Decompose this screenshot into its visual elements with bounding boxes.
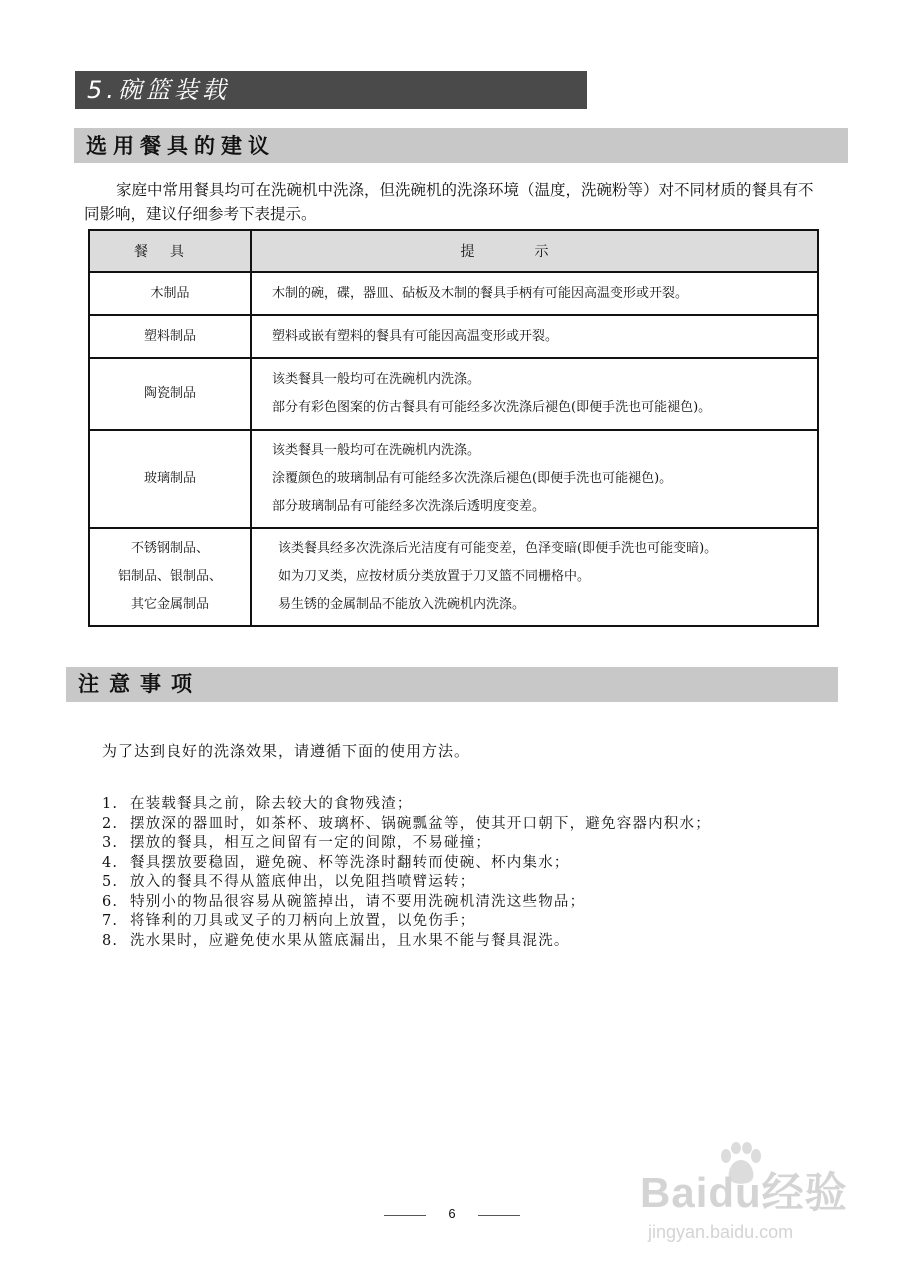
item-line: 铝制品、银制品、 — [117, 569, 222, 584]
row-tips — [251, 315, 818, 358]
row-tips — [251, 430, 818, 528]
step-text: 放入的餐具不得从篮底伸出，以免阻挡喷臂运转； — [130, 874, 476, 890]
row-tips — [251, 358, 818, 430]
footer-rule-left — [384, 1215, 426, 1216]
step-text: 洗水果时，应避免使水果从篮底漏出，且水果不能与餐具混洗。 — [130, 932, 570, 949]
tip-line: 木制的碗，碟，器皿、砧板及木制的餐具手柄有可能因高温变形或开裂。 — [272, 285, 689, 301]
header-item: 餐具 — [89, 230, 251, 272]
row-item — [89, 528, 251, 626]
heading-tableware-advice: 选用餐具的建议 — [74, 128, 848, 163]
tip-line: 部分有彩色图案的仿古餐具有可能经多次洗涤后褪色(即便手洗也可能褪色)。 — [272, 400, 712, 415]
tip-line: 易生锈的金属制品不能放入洗碗机内洗涤。 — [278, 597, 526, 612]
list-item — [102, 893, 822, 913]
tip-line: 涂覆颜色的玻璃制品有可能经多次洗涤后褪色(即便手洗也可能褪色)。 — [272, 471, 673, 486]
tableware-tips-table — [88, 229, 819, 627]
step-text: 餐具摆放要稳固，避免碗、杯等洗涤时翻转而使碗、杯内集水； — [130, 854, 570, 871]
steps-list — [102, 795, 822, 951]
header-tip: 提示 — [251, 230, 818, 272]
footer-rule-right — [478, 1215, 520, 1216]
list-item — [102, 912, 822, 932]
row-item: 玻璃制品 — [89, 430, 251, 528]
step-text: 特别小的物品很容易从碗篮掉出，请不要用洗碗机清洗这些物品； — [130, 893, 586, 910]
table-row — [89, 430, 818, 528]
usage-note: 为了达到良好的洗涤效果，请遵循下面的使用方法。 — [102, 742, 471, 760]
row-item: 木制品 — [89, 272, 251, 315]
row-item: 陶瓷制品 — [89, 358, 251, 430]
step-number: 7. — [102, 913, 119, 929]
item-line: 不锈钢制品、 — [130, 541, 209, 556]
step-number: 5. — [102, 874, 119, 890]
tip-line: 该类餐具一般均可在洗碗机内洗涤。 — [272, 443, 481, 458]
list-item — [102, 854, 822, 874]
item-line: 其它金属制品 — [130, 597, 209, 612]
watermark-logo: Baidu经验 — [640, 1169, 848, 1216]
baidu-watermark — [640, 1150, 870, 1260]
step-number: 1. — [102, 796, 119, 812]
watermark-url: jingyan.baidu.com — [648, 1222, 794, 1242]
tip-line: 如为刀叉类，应按材质分类放置于刀叉篮不同栅格中。 — [278, 569, 591, 584]
tip-line: 部分玻璃制品有可能经多次洗涤后透明度变差。 — [272, 499, 546, 514]
step-number: 6. — [102, 893, 119, 910]
table-row — [89, 315, 818, 358]
row-tips — [251, 272, 818, 315]
table-row — [89, 528, 818, 626]
page-number: 6 — [448, 1206, 456, 1221]
tip-line: 该类餐具一般均可在洗碗机内洗涤。 — [272, 372, 481, 387]
list-item — [102, 795, 822, 815]
table-row — [89, 358, 818, 430]
row-item: 塑料制品 — [89, 315, 251, 358]
table-header-row — [89, 230, 818, 272]
heading-precautions: 注意事项 — [66, 667, 838, 702]
step-text: 摆放深的器皿时，如茶杯、玻璃杯、锅碗瓢盆等，使其开口朝下，避免容器内积水； — [130, 815, 711, 832]
tip-line: 该类餐具经多次洗涤后光洁度有可能变差，色泽变暗(即便手洗也可能变暗)。 — [278, 541, 718, 556]
step-number: 8. — [102, 932, 119, 949]
step-number: 3. — [102, 835, 119, 851]
step-text: 在装载餐具之前，除去较大的食物残渣； — [130, 796, 413, 812]
step-text: 摆放的餐具，相互之间留有一定的间隙，不易碰撞； — [130, 835, 492, 851]
tip-line: 塑料或嵌有塑料的餐具有可能因高温变形或开裂。 — [272, 328, 559, 344]
list-item — [102, 834, 822, 854]
table-row — [89, 272, 818, 315]
list-item — [102, 932, 822, 952]
section-title: 5.碗篮装载 — [75, 71, 587, 109]
step-text: 将锋利的刀具或叉子的刀柄向上放置，以免伤手； — [130, 913, 476, 929]
row-tips — [251, 528, 818, 626]
intro-paragraph: 家庭中常用餐具均可在洗碗机中洗涤，但洗碗机的洗涤环境（温度，洗碗粉等）对不同材质的餐具有不同影响，建议仔细参考下表提示。 — [84, 181, 814, 223]
step-number: 4. — [102, 854, 119, 871]
list-item — [102, 815, 822, 835]
list-item — [102, 873, 822, 893]
step-number: 2. — [102, 815, 119, 832]
